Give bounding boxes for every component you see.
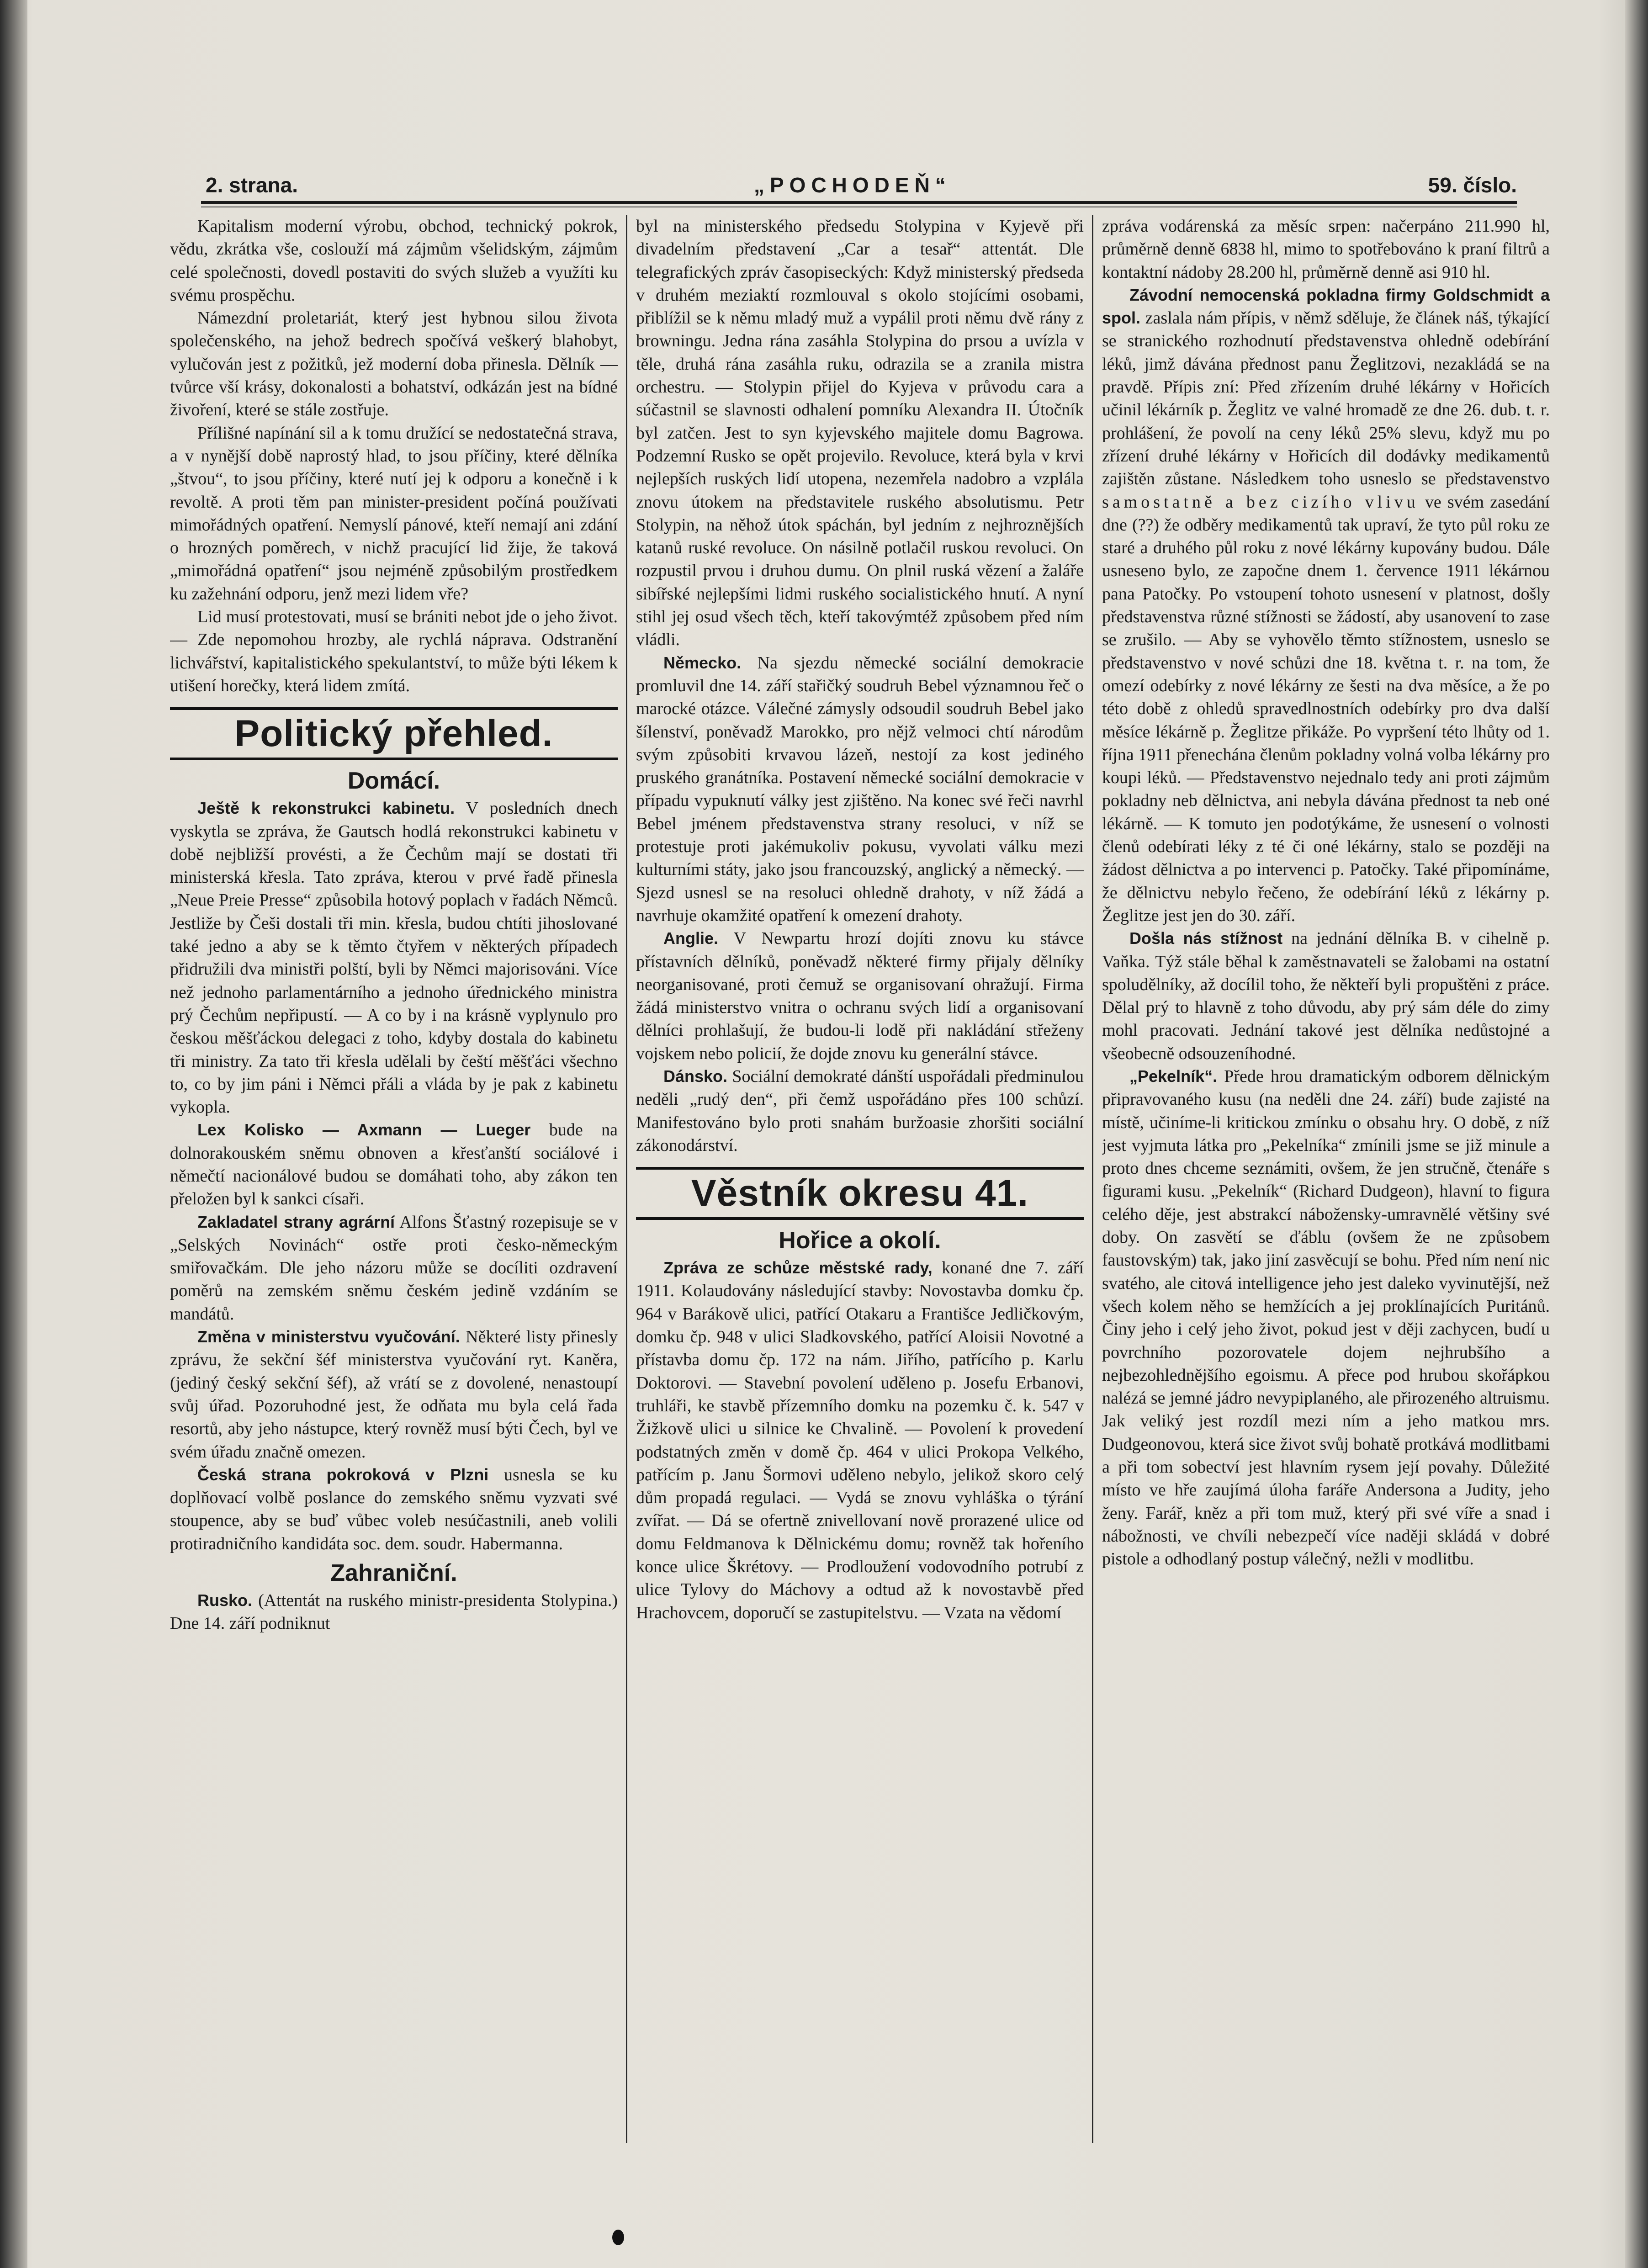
news-item (170, 1325, 618, 1463)
news-item (1102, 927, 1550, 1065)
news-item-text: Sociální demokraté dánští uspořádali předminulou neděli „rudý den“, při čemž uspořádáno přes 100 schůzí. Manifestováno bylo proti snahám buržoasie zhoršiti sociální zákonodárství. (636, 1066, 1084, 1155)
news-item-lead: Ještě k rekonstrukci kabinetu. (197, 799, 455, 818)
news-item-lead: Německo. (663, 653, 742, 672)
news-item (636, 652, 1084, 927)
masthead-title: „POCHODEŇ“ (754, 173, 951, 197)
news-item-emphasis: samostatně a bez cizího vlivu (1102, 492, 1419, 512)
news-item-text: Alfons Šťastný rozepisuje se v „Selských Novinách“ ostře proti česko-německým smiřovačkám. Dle jeho názoru může se docíliti ozdravení poměrů na zemském sněmu českém jedině vzdáním se mandátů. (170, 1212, 618, 1324)
news-item (170, 1463, 618, 1555)
news-item (170, 1118, 618, 1210)
news-item-lead: Dánsko. (663, 1066, 728, 1086)
news-item-text: Některé listy přinesly zprávu, že sekční šéf ministerstva vyučování ryt. Kaněra, (jediný český sekční šéf), až vrátí se z dovolené, nenastoupí svůj úřad. Pozoruhodné jest, že odňata mu byla celá řada resortů, aby jeho nástupce, který rovněž musí býti Čech, byl ve svém úřadu značně omezen. (170, 1327, 618, 1462)
article-paragraph: byl na ministerského předsedu Stolypina v Kyjevě při divadelním představení „Car a tesař“ attentát. Dle telegrafických zpráv časopiseckých: Když ministerský předseda v druhém meziaktí rozmlouval s okolo stojícími osobami, přiblížil se k němu mladý muž a vypálil proti němu dvě rány z browningu. Jedna rána zasáhla Stolypina do prsou a uvízla v těle, druhá rána zasáhla ruku, odrazila se a zranila mistra orchestru. — Stolypin přijel do Kyjeva v průvodu cara a súčastnil se slavnosti odhalení pomníku Alexandra II. Útočník byl zatčen. Jest to syn kyjevského majitele domu Bagrowa. Podzemní Rusko se opět projevilo. Revoluce, která byla v krvi nejlepších ruských lidí utopena, nezemřela nadobro a vzplála znovu útokem na představitele ruského absolutismu. Petr Stolypin, na něhož útok spáchán, byl jedním z nejhroznějších katanů ruské revoluce. On násilně potlačil ruskou revoluci. On rozpustil prvou i druhou dumu. On plnil ruská vězení a žaláře sibířské nejlepšími lidmi ruského socialistického hnutí. A nyní stihl jej osud všech těch, kteří takovýmtéž způsobem před ním vládli. (636, 217, 1084, 650)
page-spine-shadow (0, 0, 27, 2268)
news-item-text: konané dne 7. září 1911. Kolaudovány následující stavby: Novostavba domku čp. 964 v Barákově ulici, patřící Otakaru a Františce Jedličkovým, domku čp. 948 v ulici Sladkovského, patřící Aloisii Novotné a přístavba domu čp. 172 na nám. Jiřího, patřícího p. Karlu Doktorovi. — Stavební povolení uděleno p. Josefu Erbanovi, truhláři, ke stavbě přízemního domku na pozemku č. k. 547 v Žižkově ulici u silnice ke Chvalině. — Povolení k provedení podstatných změn v domě čp. 464 v ulici Prokopa Velkého, patřícím p. Janu Šormovi uděleno nebylo, jelikož skoro celý dům propadá regulaci. — Vydá se znovu vyhláška o týrání zvířat. — Dá se ofertně znivellovaní nově prorazené ulice od domu Feldmanova k Dělnickému domu; rovněž tak hořeního konce ulice Škrétovy. — Prodloužení vodovodního potrubí z ulice Tylovy do Máchovy a odtud až k novostavbě před Hrachovcem, doporučí se zastupitelstvu. — Vzata na vědomí (636, 1258, 1084, 1622)
news-item-text: Přede hrou dramatickým odborem dělnickým připravovaného kusu (na neděli dne 24. září) bude zajisté na místě, učiníme-li kritickou zmínku o obsahu hry. O době, z níž jest vyjmuta látka pro „Pekelníka“ zmínili jsme se již minule a proto dnes chceme seznámiti, ovšem, že jen stručně, čtenáře s figurami kusu. „Pekelník“ (Richard Dudgeon), hlavní to figura celého děje, jest abstrakcí nábožensky-umravnělé většiny své doby. On zasvětí se ďáblu (ovšem že ne způsobem faustovským) tak, jako jiní zasvěcují se bohu. Před ním není nic svatého, ale citová intelligence jeho jest daleko vyvinutější, než všech kolem něho se hemžících a jej proklínajících Puritánů. Činy jeho i celý jeho život, pokud jest v ději zachycen, budí u povrchního pozorovatele dojem nejhrubšího a nejbezohlednějšího egoismu. A přece pod hrubou skořápkou nalézá se jemné jádro nevypiplaného, ale přirozeného altruismu. Jak veliký jest rozdíl mezi ním a jeho matkou mrs. Dudgeonovou, která sice život svůj bohatě protkává modlitbami a při tom sobectví jest hlavním rysem její povahy. Důležité místo ve hře zaujímá úloha faráře Andersona a Judity, jeho ženy. Farář, kněz a při tom muž, který při své víře a snad i nábožnosti, ve chvíli nebezpečí více naději skládá v dobré pistole a odhodlaný postup válečný, nežli v modlitbu. (1102, 1066, 1550, 1569)
news-item-lead: Změna v ministerstvu vyučování. (197, 1327, 460, 1346)
news-item (1102, 284, 1550, 927)
column-2 (636, 215, 1084, 2143)
page-header (201, 170, 1517, 202)
column-divider-2 (1092, 215, 1093, 2143)
article-paragraph: Přílišné napínání sil a k tomu družící se nedostatečná strava, a v nynější době naprostý hlad, to jsou příčiny, které dělníka „štvou“, to jsou příčiny, které nutí jej k odporu a konečně i k revoltě. A proti těm pan minister-president počíná používati mimořádných opatření. Nemyslí pánové, kteří nemají ani zdání o hrozných poměrech, v nichž pracující lid žije, že taková „mimořádná opatření“ jsou nejméně způsobilým prostředkem ku zažehnání odporu, jenž mezi lidem vře? (170, 423, 618, 604)
page-number: 2. strana. (206, 173, 298, 197)
section-banner-vestnik-okresu: Věstník okresu 41. (636, 1167, 1084, 1220)
section-banner-politicky-prehled: Politický přehled. (170, 707, 618, 760)
news-item-lead: Lex Kolisko — Axmann — Lueger (197, 1120, 531, 1139)
news-item-text: na jednání dělníka B. v cihelně p. Vaňka. Týž stále běhal k zaměstnavateli se žalobami na ostatní spoludělníky, až docílil toho, že někteří byli propuštěni z práce. Dělal prý to hlavně z toho důvodu, aby prý sám déle do zimy mohl pracovati. Jednání takové jest dělníka nedůstojné a všeobecně odsouzeníhodné. (1102, 929, 1550, 1063)
article-paragraph: zpráva vodárenská za měsíc srpen: načerpáno 211.990 hl, průměrně denně 6838 hl, mimo to spotřebováno k praní filtrů a kontaktní nádoby 28.200 hl, průměrně denně asi 910 hl. (1102, 217, 1550, 282)
news-item-text: V Newpartu hrozí dojíti znovu ku stávce přístavních dělníků, poněvadž některé firmy přijaly dělníky neorganisované, proti čemuž se organisovaní ohražují. Firma žádá ministerstvo vnitra o ochranu svých lidí a organisovaní dělníci prohlašují, že budou-li lodě při nakládání střeženy vojskem nebo policií, že dojde znovu ku generální stávce. (636, 929, 1084, 1063)
ink-blot (612, 2230, 624, 2245)
news-item-lead: Závodní nemocenská pokladna firmy Goldschmidt a spol. (1102, 285, 1550, 328)
column-3 (1102, 215, 1550, 2143)
news-item (636, 927, 1084, 1065)
news-item-lead: Anglie. (663, 929, 719, 948)
article-paragraph: Námezdní proletariát, který jest hybnou silou života společenského, na jehož bedrech spočívá veškerý blahobyt, vylučován jest z požitků, jež moderní doba přinesla. Dělník — tvůrce vší krásy, dokonalosti a bohatství, odkázán jest na bídné živoření, které se stále zostřuje. (170, 308, 618, 420)
article-paragraph: Kapitalism moderní výrobu, obchod, technický pokrok, vědu, zkrátka vše, coslouží má zájmům všelidským, zájmům celé společnosti, dovedl postaviti do svých služeb a využíti ku svému prospěchu. (170, 217, 618, 305)
header-rule (201, 201, 1517, 204)
news-item (170, 797, 618, 1118)
subsection-heading-horice: Hořice a okolí. (779, 1227, 941, 1254)
page-edge-shadow (1625, 0, 1648, 2268)
issue-number: 59. číslo. (1428, 173, 1517, 197)
news-item-text: Na sjezdu německé sociální demokracie promluvil dne 14. září stařičký soudruh Bebel významnou řeč o marocké otázce. Válečné zámysly odsoudil soudruh Bebel jako šílenství, poněvadž Marokko, pro nějž velmoci chtí národům svým způsobiti krvavou lázeň, nestojí za kost jediného pruského granátníka. Postavení německé sociální demokracie v případu vypuknutí války jest zjištěno. Na konec své řeči navrhl Bebel jménem představenstva strany resoluci, v níž se protestuje proti jakémukoliv pokusu, vyvolati válku mezi kulturními státy, jako jsou francouzský, anglický a německý. — Sjezd usnesl se na resoluci ohledně drahoty, v níž žádá a navrhuje okamžité opatření k omezení drahoty. (636, 653, 1084, 925)
article-paragraph: Lid musí protestovati, musí se brániti nebot jde o jeho život. — Zde nepomohou hrozby, ale rychlá náprava. Odstranění lichvářství, kapitalistického spekulantství, to může býti lékem k utišení horečky, která lidem zmítá. (170, 607, 618, 695)
news-item-lead: Rusko. (197, 1591, 253, 1610)
column-1 (170, 215, 618, 2143)
news-item-lead: Zpráva ze schůze městské rady, (663, 1258, 933, 1277)
news-item-text: bude na dolnorakouském sněmu obnoven a křesťanští sociálové i němečtí nacionálové budou se domáhati toho, aby zákon ten přeložen byl k sankci císaři. (170, 1120, 618, 1209)
news-item (636, 1256, 1084, 1624)
news-item (170, 1211, 618, 1325)
news-item (636, 1065, 1084, 1157)
news-item-text: zaslala nám přípis, v němž sděluje, že článek náš, týkající se stranického rozhodnutí představenstva ohledně odebírání léků, jimž dávána přednost panu Žeglitzovi, nezakládá se na pravdě. Přípis zní: Před zřízením druhé lékárny v Hořicích učinil lékárník p. Žeglitz ve valné hromadě ze dne 26. dub. t. r. prohlášení, že povolí na ceny léků 25% slevu, když mu po zřízení druhé lékárny v Hořicích dil dodávky medikamentů zajištěn zůstane. Následkem toho usneslo se představenstvo (1102, 308, 1550, 489)
subsection-heading-zahranicni: Zahraniční. (330, 1560, 457, 1587)
news-item-text: ve svém zasedání dne (??) že odběry medikamentů tak upraví, že tyto půl roku ze staré a druhého půl roku z nové lékárny kupovány budou. Dále usneseno bylo, ze započne dnem 1. července 1911 lékárnou pana Patočky. Po vstoupení tohoto usnesení v platnost, došly představenstva různé stížnosti se žádostí, aby usanovení to zase se zrušilo. — Aby se vyhovělo těmto stížnostem, usneslo se představenstvo v nové schůzi dne 18. května t. r. na tom, že omezí odebírky z nové lékárny ze šesti na dva měsíce, a že po této době z ohledů spravedlnostních odebírky pro dva další měsíce lékárně p. Žeglitze přikáže. Po vypršení této lhůty od 1. října 1911 přenechána členům pokladny volná volba lékárny pro koupi léků. — Představenstvo nejednalo tedy ani proti zájmům pokladny neb dělnictva, ani nebyla dávána přednost ta neb oné lékárně. — K tomuto jen podotýkáme, že usnesení o volnosti členů odebírati léky z té či oné lékárny, stalo se později na žádost dělnictva a po intervenci p. Patočky. Také připomínáme, že dělnictvu nebylo řečeno, že odebírání léků z lékárny p. Žeglitze jest jen do 30. září. (1102, 492, 1550, 925)
news-item-lead: Došla nás stížnost (1129, 929, 1283, 948)
news-item-lead: Zakladatel strany agrární (197, 1212, 395, 1231)
news-item-text: usnesla se ku doplňovací volbě poslance do zemského sněmu vyzvati své stoupence, aby se buď vůbec voleb nesúčastnili, aneb volili protiradničního kandidáta soc. dem. soudr. Habermanna. (170, 1465, 618, 1553)
news-item (170, 1589, 618, 1635)
news-item-text: (Attentát na ruského ministr-presidenta Stolypina.) Dne 14. září podniknut (170, 1591, 618, 1633)
news-item-lead: „Pekelník“. (1129, 1066, 1218, 1086)
news-item (1102, 1065, 1550, 1571)
news-item-lead: Česká strana pokroková v Plzni (197, 1465, 489, 1484)
column-divider-1 (626, 215, 627, 2143)
news-item-text: V posledních dnech vyskytla se zpráva, že Gautsch hodlá rekonstrukci kabinetu v době nejbližší provésti, a že Čechům mají se dostati tři ministerská křesla. Tato zpráva, kterou v prvé řadě přinesla „Neue Preie Presse“ způsobila hotový poplach v řadách Němců. Jestliže by Češi dostali tři min. křesla, budou chtíti jihoslované také jedno a aby se k těmto čtyřem v některých případech přidružili dva ministři polští, byli by Němci majorisováni. Více než jednoho parlamentárního a jednoho úřednického ministra prý Čechům nepřipustí. — A co by i na krásně vyplynulo pro českou měšťáckou delegaci z toho, kdyby dostala do kabinetu tři ministry. Za tato tři křesla udělali by čeští měšťáci všechno to, co by jim páni i Němci přáli a vláda by je pak z kabinetu vykopla. (170, 799, 618, 1117)
subsection-heading-domaci: Domácí. (347, 768, 440, 795)
